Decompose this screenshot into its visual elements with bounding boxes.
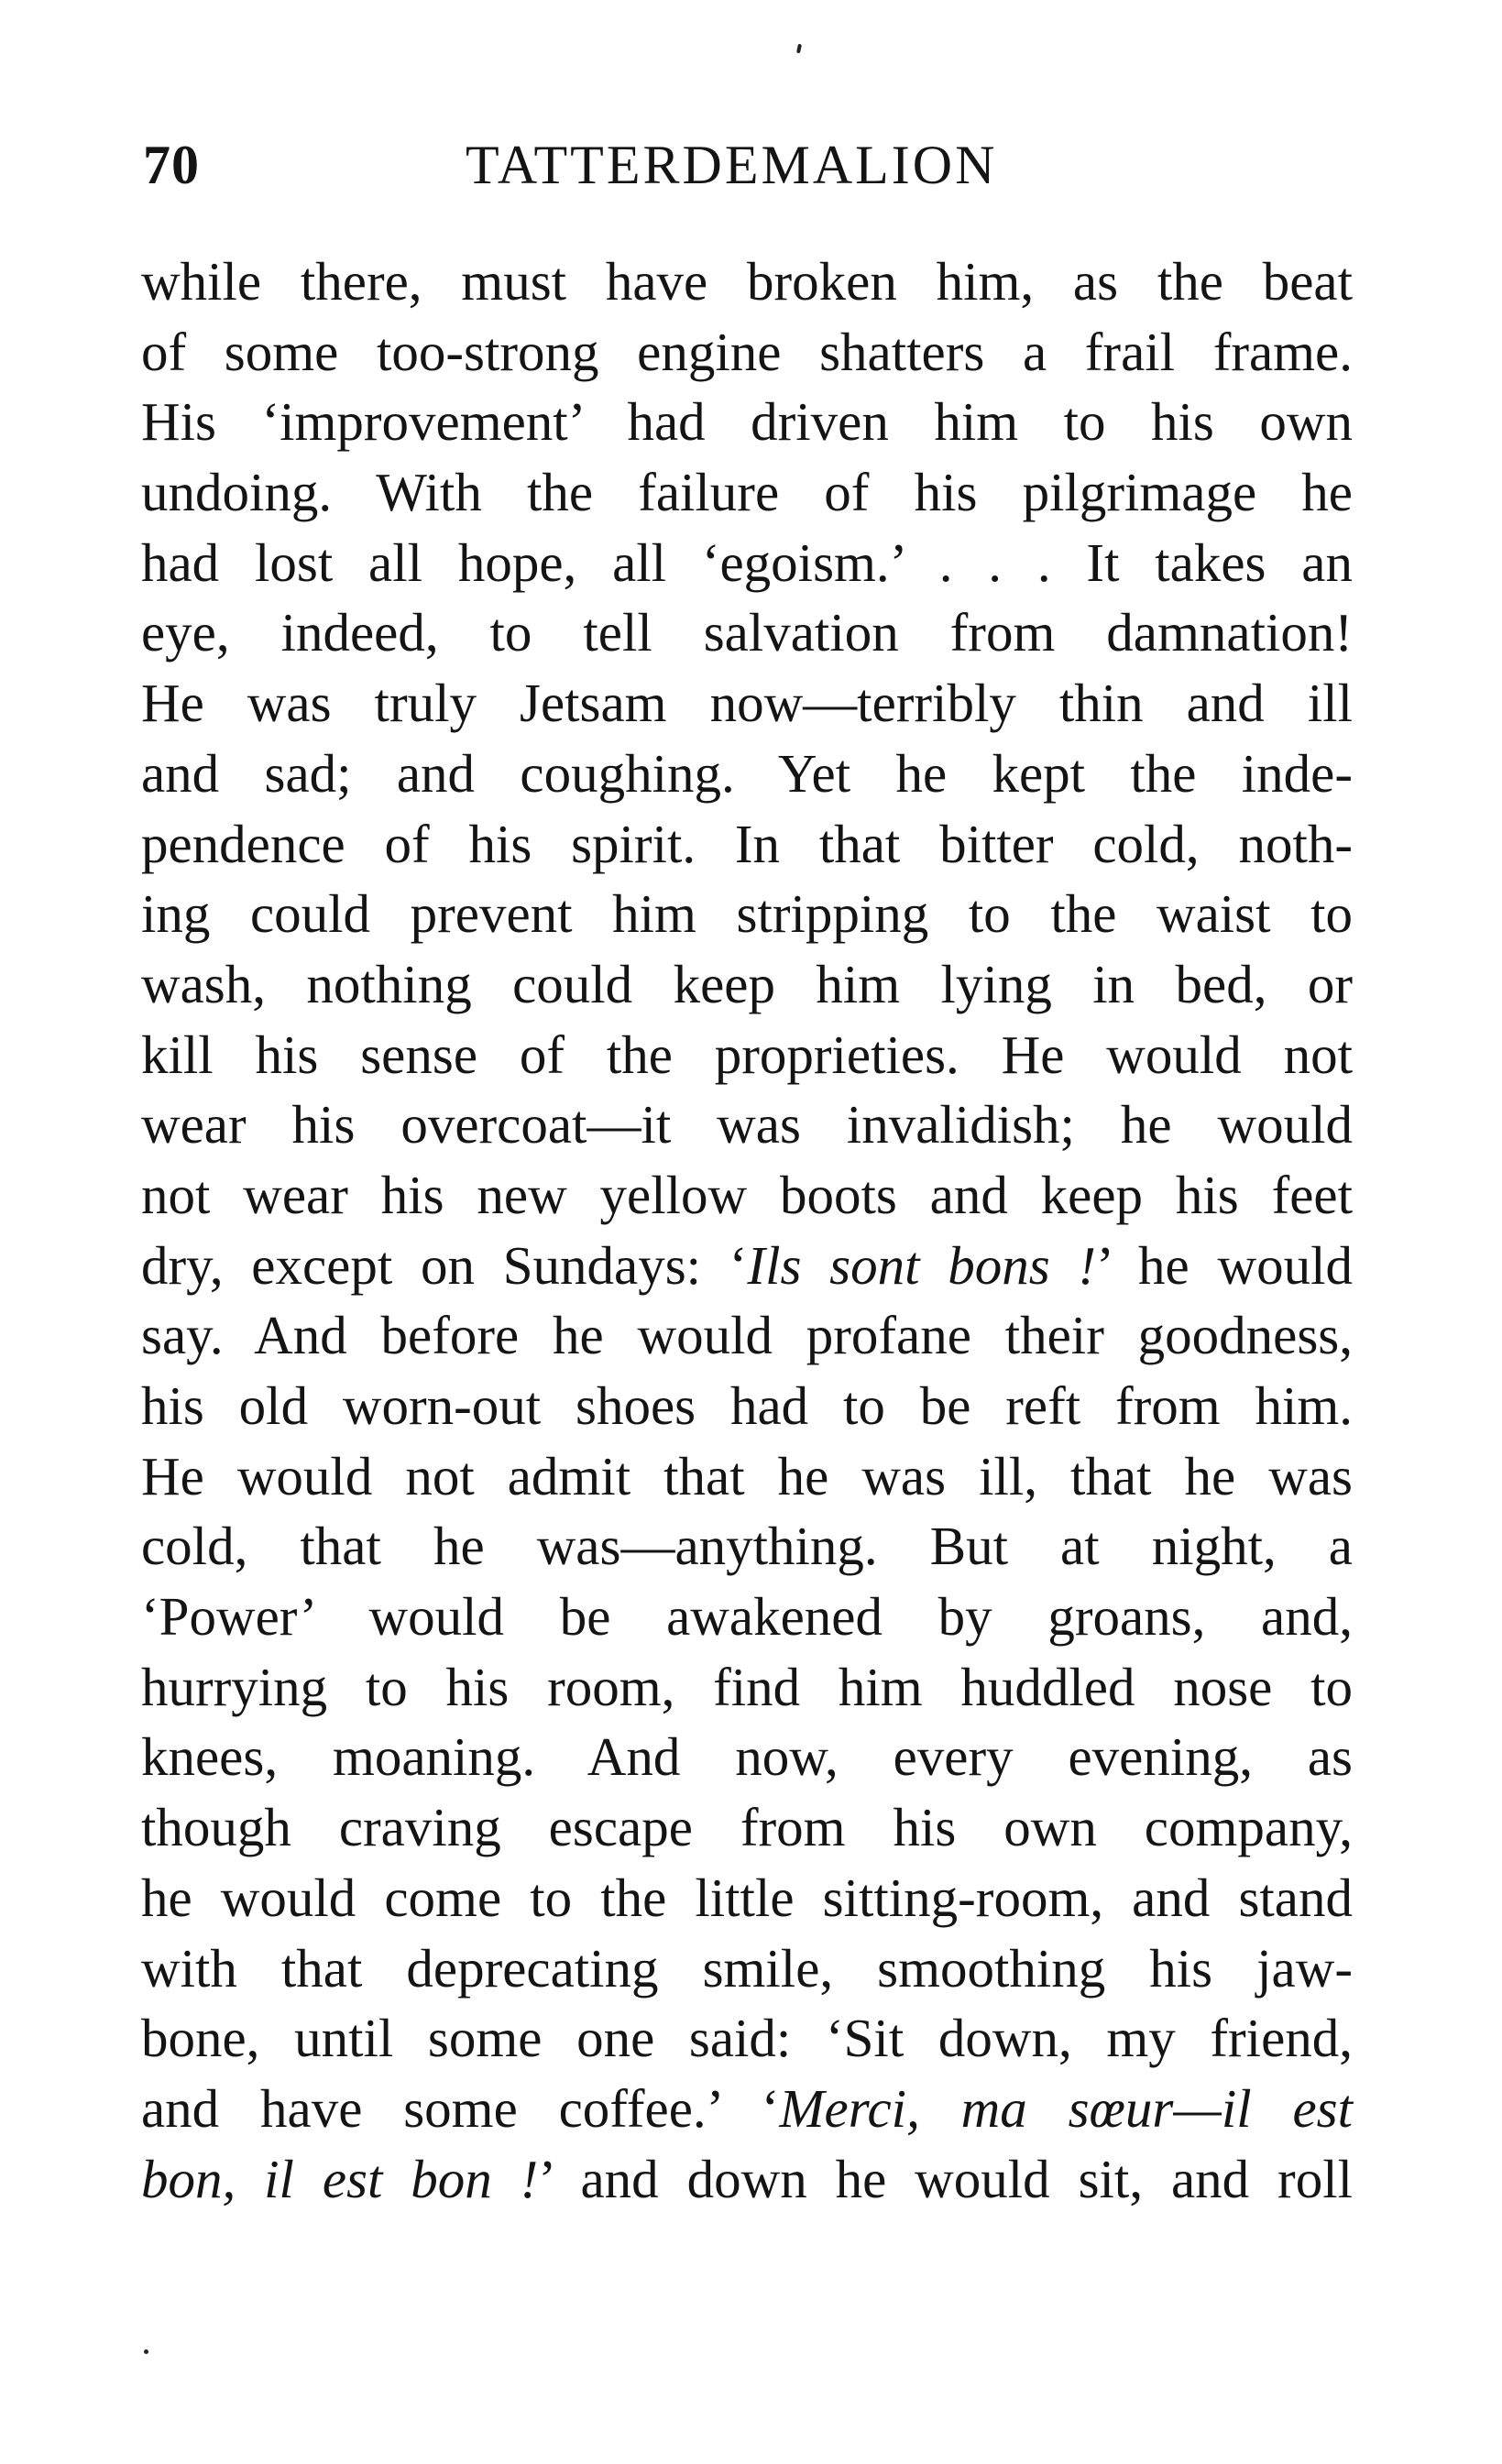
text-segment: his old worn-out shoes had to be reft from him. bbox=[141, 1375, 1353, 1436]
text-line bbox=[141, 246, 1353, 317]
text-segment: say. And before he would profane their goodness, bbox=[141, 1305, 1353, 1366]
text-line bbox=[141, 1020, 1353, 1090]
body-text bbox=[141, 246, 1353, 2214]
text-segment: and sad; and coughing. Yet he kept the inde- bbox=[141, 742, 1353, 804]
italic-text: Ils sont bons ! bbox=[747, 1234, 1097, 1296]
text-line bbox=[141, 809, 1353, 880]
text-line bbox=[141, 1652, 1353, 1723]
text-segment: with that deprecating smile, smoothing his jaw- bbox=[141, 1937, 1353, 1999]
italic-text: bon, il est bon ! bbox=[141, 2148, 539, 2209]
text-segment: wash, nothing could keep him lying in bed, or bbox=[141, 953, 1353, 1014]
text-segment: he would come to the little sitting-room, and stand bbox=[141, 1867, 1353, 1928]
text-line bbox=[141, 317, 1353, 388]
text-line bbox=[141, 1863, 1353, 1933]
text-segment: ’ he would bbox=[1096, 1234, 1353, 1296]
text-line bbox=[141, 1090, 1353, 1160]
text-line bbox=[141, 739, 1353, 809]
text-line bbox=[141, 1160, 1353, 1231]
text-line bbox=[141, 1511, 1353, 1582]
text-segment: cold, that he was—anything. But at night, a bbox=[141, 1516, 1353, 1577]
text-line bbox=[141, 2074, 1353, 2144]
text-line bbox=[141, 2003, 1353, 2074]
text-segment: not wear his new yellow boots and keep his feet bbox=[141, 1164, 1353, 1225]
text-line bbox=[141, 1933, 1353, 2004]
text-segment: of some too-strong engine shatters a frail frame. bbox=[141, 321, 1353, 382]
text-segment: eye, indeed, to tell salvation from damnation! bbox=[141, 602, 1353, 663]
text-segment: hurrying to his room, find him huddled nose to bbox=[141, 1656, 1353, 1717]
text-segment: dry, except on Sundays: ‘ bbox=[141, 1234, 748, 1296]
text-line bbox=[141, 387, 1353, 457]
text-segment: though craving escape from his own company, bbox=[141, 1797, 1353, 1858]
text-segment: His ‘improvement’ had driven him to his own bbox=[141, 391, 1353, 453]
text-segment: knees, moaning. And now, every evening, as bbox=[141, 1726, 1353, 1788]
text-line bbox=[141, 2144, 1353, 2215]
text-line bbox=[141, 1722, 1353, 1792]
text-line bbox=[141, 879, 1353, 949]
text-line bbox=[141, 668, 1353, 739]
text-line bbox=[141, 1300, 1353, 1371]
ink-speck bbox=[796, 44, 802, 54]
text-line bbox=[141, 1441, 1353, 1512]
page-number: 70 bbox=[143, 135, 200, 195]
ink-speck bbox=[144, 2349, 148, 2354]
text-segment: ’ and down he would sit, and roll bbox=[538, 2148, 1353, 2209]
running-head: TATTERDEMALION bbox=[466, 135, 998, 195]
text-line bbox=[141, 1582, 1353, 1652]
italic-text: Merci, ma sœur—il est bbox=[779, 2077, 1353, 2139]
page-header bbox=[143, 128, 1353, 202]
text-segment: had lost all hope, all ‘egoism.’ . . . It takes an bbox=[141, 531, 1353, 593]
text-segment: while there, must have broken him, as the beat bbox=[141, 251, 1353, 312]
text-segment: He would not admit that he was ill, that he was bbox=[141, 1445, 1353, 1506]
text-segment: kill his sense of the proprieties. He would not bbox=[141, 1024, 1353, 1085]
text-line bbox=[141, 1792, 1353, 1863]
text-segment: ing could prevent him stripping to the waist to bbox=[141, 883, 1353, 945]
text-line bbox=[141, 457, 1353, 528]
text-segment: He was truly Jetsam now—terribly thin and ill bbox=[141, 673, 1353, 734]
text-line bbox=[141, 597, 1353, 668]
text-segment: pendence of his spirit. In that bitter cold, noth- bbox=[141, 813, 1353, 874]
text-line bbox=[141, 1231, 1353, 1301]
text-segment: and have some coffee.’ ‘ bbox=[141, 2077, 780, 2139]
text-line bbox=[141, 1371, 1353, 1441]
text-line bbox=[141, 949, 1353, 1020]
text-segment: ‘Power’ would be awakened by groans, and, bbox=[141, 1586, 1353, 1648]
text-line bbox=[141, 528, 1353, 598]
text-segment: wear his overcoat—it was invalidish; he would bbox=[141, 1094, 1353, 1155]
text-segment: undoing. With the failure of his pilgrimage he bbox=[141, 462, 1353, 523]
text-segment: bone, until some one said: ‘Sit down, my friend, bbox=[141, 2008, 1353, 2069]
